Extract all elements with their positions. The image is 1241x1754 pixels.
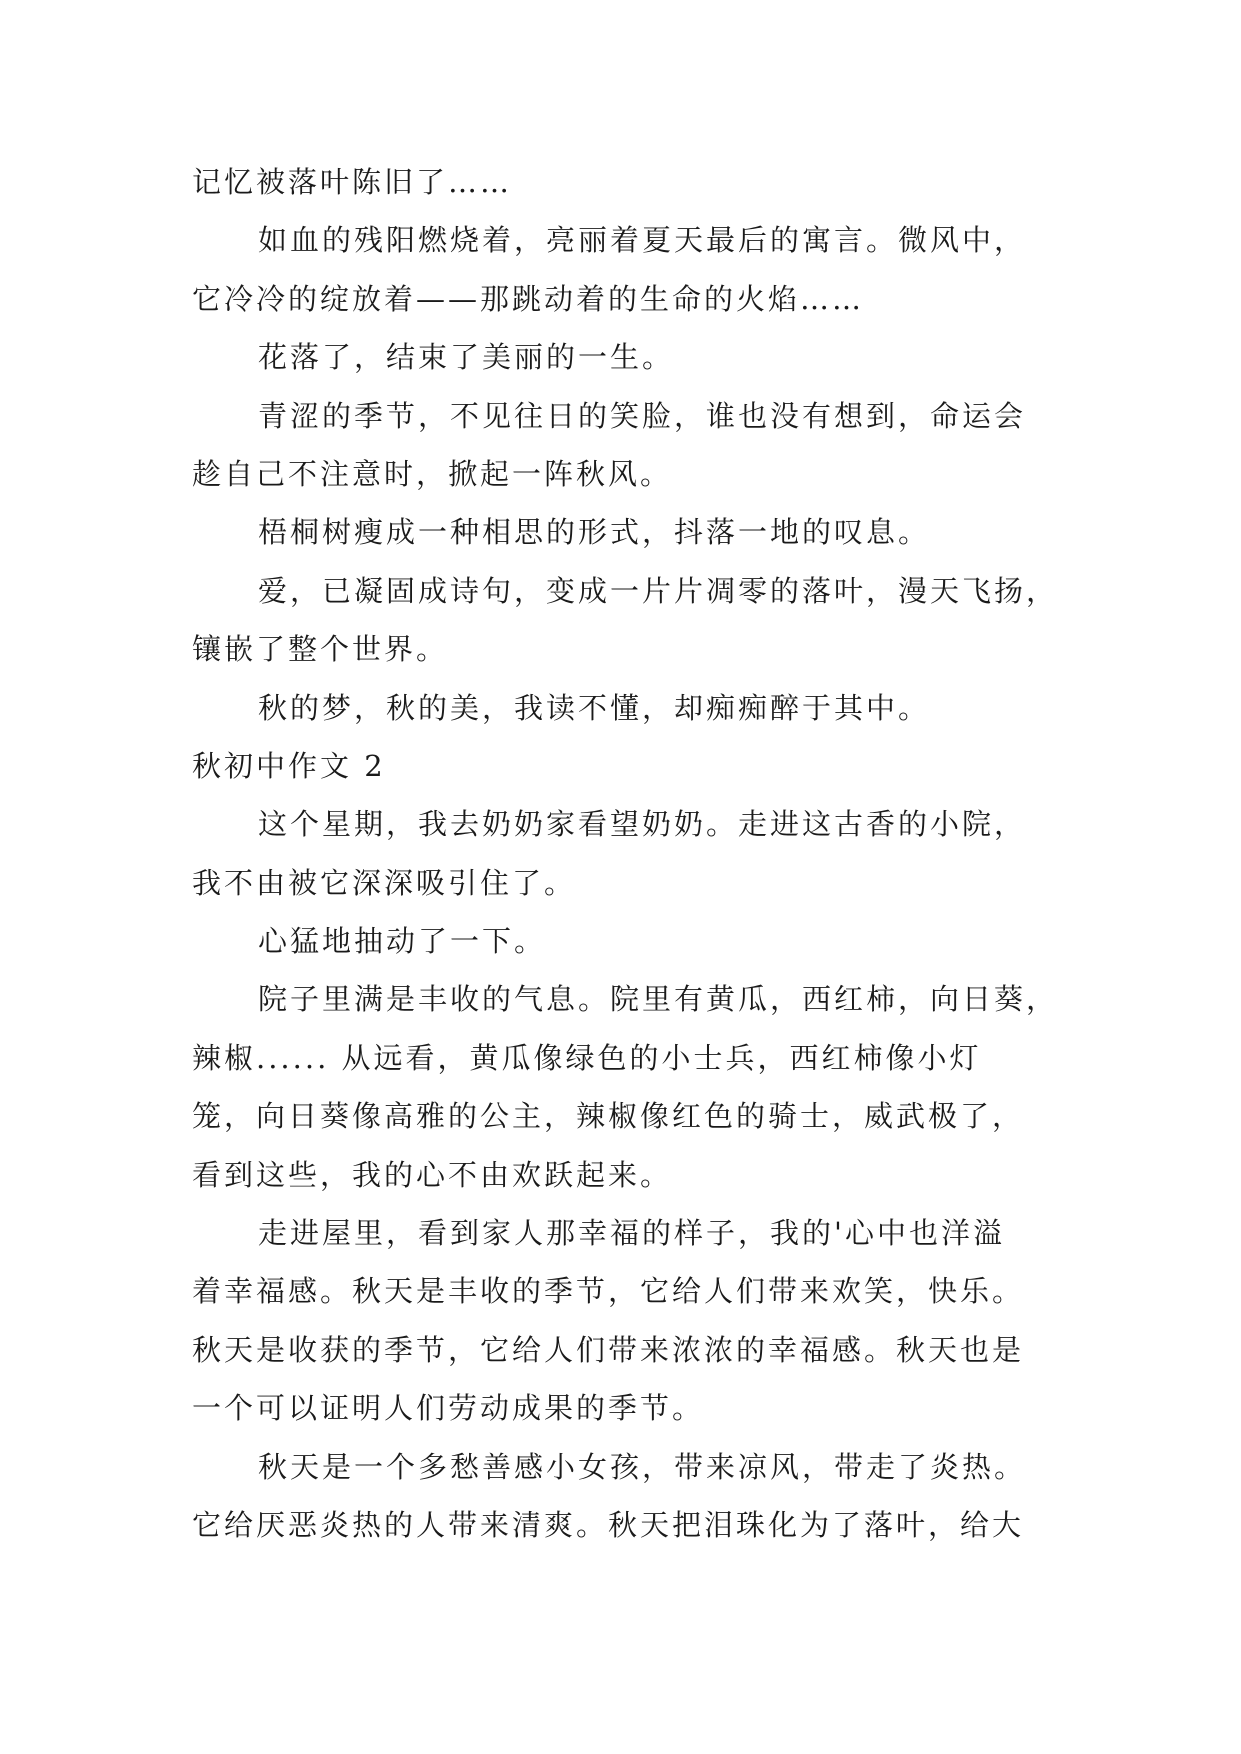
text-line: 心猛地抽动了一下。 — [258, 924, 547, 959]
text-line: 看到这些，我的心不由欢跃起来。 — [192, 1157, 673, 1192]
text-line: 它给厌恶炎热的人带来清爽。秋天把泪珠化为了落叶，给大 — [192, 1507, 1025, 1542]
text-line: 秋天是一个多愁善感小女孩，带来凉风，带走了炎热。 — [258, 1449, 1027, 1484]
text-line: 梧桐树瘦成一种相思的形式，抖落一地的叹息。 — [258, 515, 931, 550]
text-line: 花落了，结束了美丽的一生。 — [258, 340, 675, 375]
text-line: 青涩的季节，不见往日的笑脸，谁也没有想到，命运会 — [258, 398, 1027, 433]
text-line: 爱，已凝固成诗句，变成一片片凋零的落叶，漫天飞扬， — [258, 573, 1059, 608]
text-line: 着幸福感。秋天是丰收的季节，它给人们带来欢笑，快乐。 — [192, 1274, 1025, 1309]
text-line: 一个可以证明人们劳动成果的季节。 — [192, 1391, 705, 1426]
text-line: 镶嵌了整个世界。 — [192, 632, 449, 667]
text-line: 秋天是收获的季节，它给人们带来浓浓的幸福感。秋天也是 — [192, 1332, 1025, 1367]
text-line: 我不由被它深深吸引住了。 — [192, 865, 577, 900]
text-line: 秋的梦，秋的美，我读不懂，却痴痴醉于其中。 — [258, 690, 931, 725]
text-line: 记忆被落叶陈旧了…… — [192, 165, 513, 199]
text-line: 笼，向日葵像高雅的公主，辣椒像红色的骑士，威武极了， — [192, 1099, 1025, 1134]
text-line: 走进屋里，看到家人那幸福的样子，我的'心中也洋溢 — [258, 1216, 1005, 1251]
text-line: 院子里满是丰收的气息。院里有黄瓜，西红柿，向日葵， — [258, 982, 1059, 1017]
text-line: 这个星期，我去奶奶家看望奶奶。走进这古香的小院， — [258, 807, 1027, 842]
text-line: 它冷冷的绽放着——那跳动着的生命的火焰…… — [192, 281, 865, 316]
text-line: 如血的残阳燃烧着，亮丽着夏天最后的寓言。微风中， — [258, 223, 1027, 258]
section-heading: 秋初中作文 2 — [192, 748, 386, 783]
text-line: 辣椒...... 从远看，黄瓜像绿色的小士兵，西红柿像小灯 — [192, 1040, 982, 1075]
text-line: 趁自己不注意时，掀起一阵秋风。 — [192, 456, 673, 491]
document-body — [192, 153, 1072, 1554]
